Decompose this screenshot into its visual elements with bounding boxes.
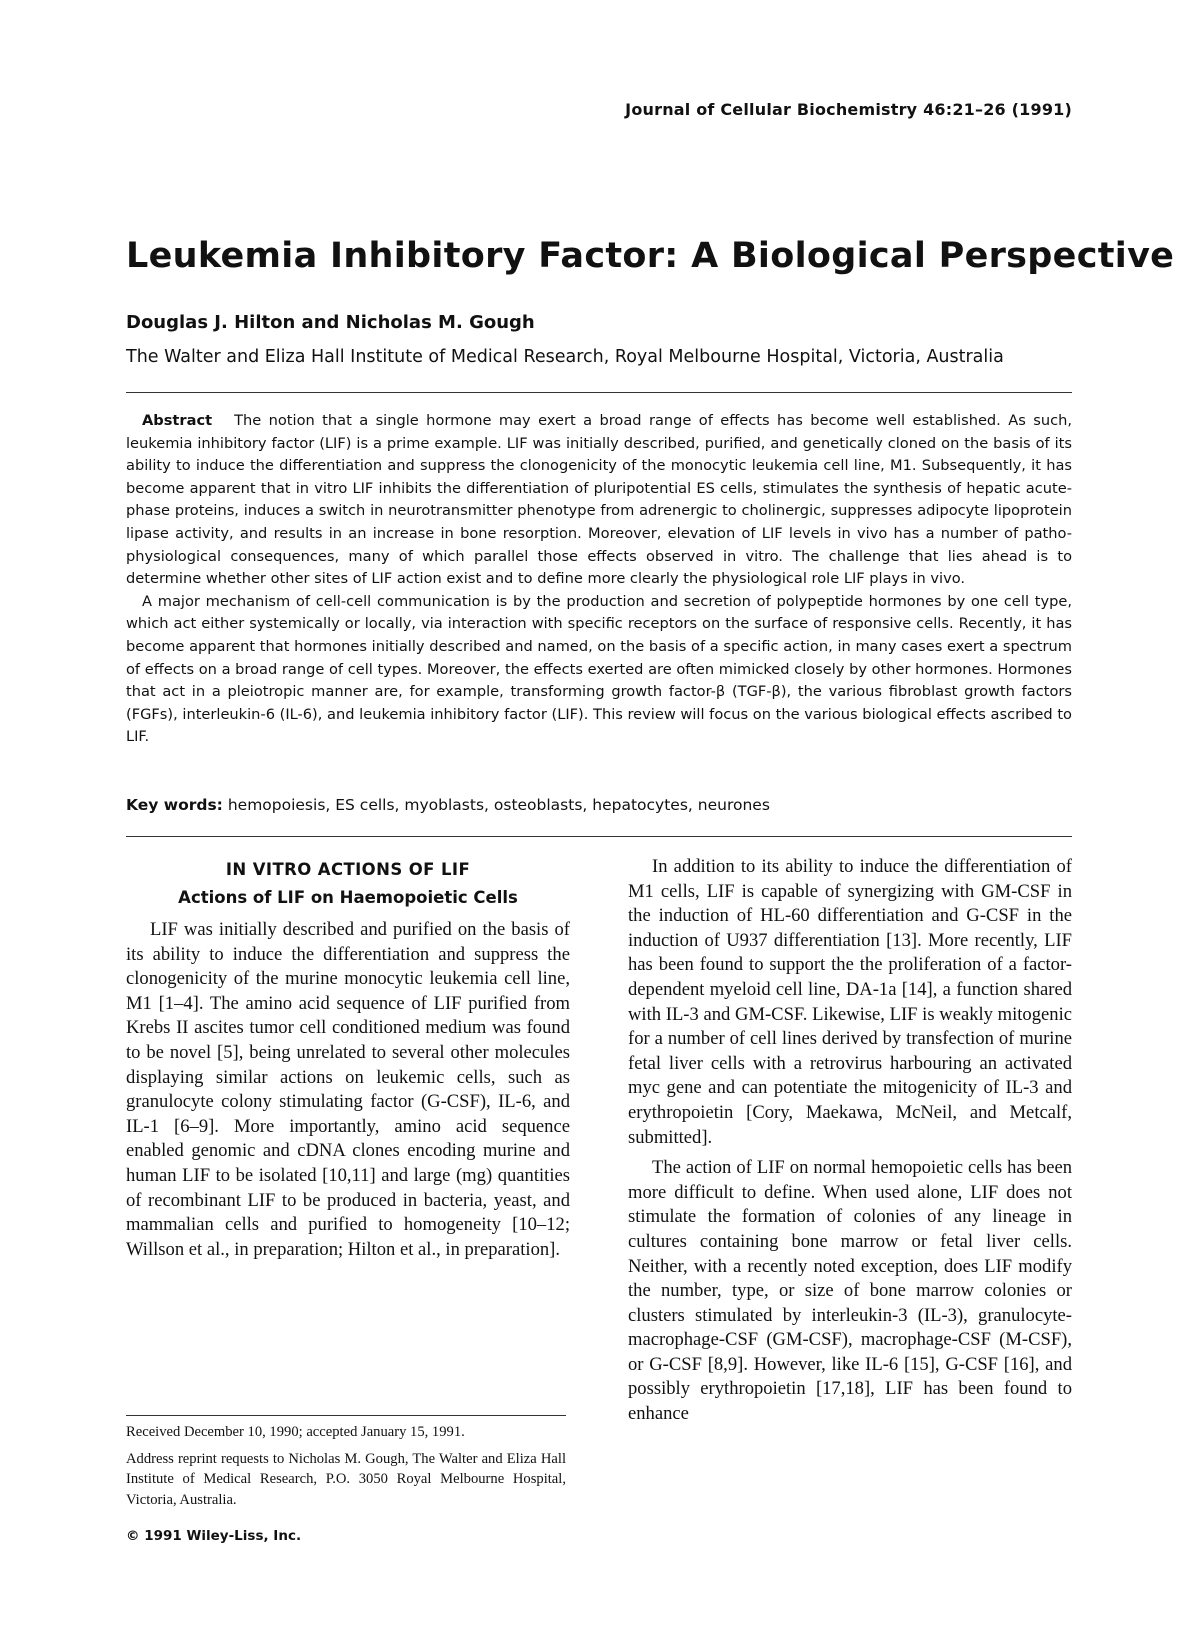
author-affiliation: The Walter and Eliza Hall Institute of Medical Research, Royal Melbourne Hospital, Victoria, Australia [126,347,1004,367]
abstract-top-divider [126,392,1072,393]
author-list: Douglas J. Hilton and Nicholas M. Gough [126,312,535,333]
keywords-line [126,796,770,814]
body-paragraph: The action of LIF on normal hemopoietic cells has been more difficult to define. When used alone, LIF does not stimulate the formation of colonies of any lineage in cultures containing bone marrow or fetal liver cells. Neither, with a recently noted exception, does LIF modify the number, type, or size of bone marrow colonies or clusters stimulated by interleukin-3 (IL-3), granulocyte-macrophage-CSF (GM-CSF), macrophage-CSF (M-CSF), or G-CSF [8,9]. However, like IL-6 [15], G-CSF [16], and possibly erythropoietin [17,18], LIF has been found to enhance [628,1157,1072,1425]
body-paragraph: LIF was initially described and purified on the basis of its ability to induce the differentiation and suppress the clonogenicity of the murine monocytic leukemia cell line, M1 [1–4]. The amino acid sequence of LIF purified from Krebs II ascites tumor cell conditioned medium was found to be novel [5], being unrelated to several other molecules displaying similar actions on leukemic cells, such as granulocyte colony stimulating factor (G-CSF), IL-6, and IL-1 [6–9]. More importantly, amino acid sequence enabled genomic and cDNA clones encoding murine and human LIF to be isolated [10,11] and large (mg) quantities of recombinant LIF to be produced in bacteria, yeast, and mammalian cells and purified to homogeneity [10–12; Willson et al., in preparation; Hilton et al., in preparation]. [126,919,570,1260]
keywords-label: Key words: [126,796,223,814]
keywords-bottom-divider [126,836,1072,837]
copyright-notice: © 1991 Wiley-Liss, Inc. [126,1528,302,1544]
introduction-paragraph: A major mechanism of cell-cell communication is by the production and secretion of polypeptide hormones by one cell type, which act either systemically or locally, via interaction with specific receptors on the surface of responsive cells. Recently, it has become apparent that hormones initially described and named, on the basis of a specific action, in many cases exert a spectrum of effects on a broad range of cell types. Moreover, the effects exerted are often mimicked closely by other hormones. Hormones that act in a pleiotropic manner are, for example, transforming growth factor-β (TGF-β), the various fibroblast growth factors (FGFs), interleukin-6 (IL-6), and leukemia inhibitory factor (LIF). This review will focus on the various biological effects ascribed to LIF. [126,592,1072,746]
abstract-block [126,410,1072,749]
abstract-text: The notion that a single hormone may exert a broad range of effects has become well established. As such, leukemia inhibitory factor (LIF) is a prime example. LIF was initially described, purified, and genetically cloned on the basis of its ability to induce the differentiation and suppress the clonogenicity of the monocytic leukemia cell line, M1. Subsequently, it has become apparent that in vitro LIF inhibits the differentiation of pluripotential ES cells, stimulates the synthesis of hepatic acute-phase proteins, induces a switch in neurotransmitter phenotype from adrenergic to cholinergic, suppresses adipocyte lipoprotein lipase activity, and results in an increase in bone resorption. Moreover, elevation of LIF levels in vivo has a number of patho-physiological consequences, many of which parallel those effects observed in vitro. The challenge that lies ahead is to determine whether other sites of LIF action exist and to define more clearly the physiological role LIF plays in vivo. [126,412,1072,588]
body-paragraph: In addition to its ability to induce the differentiation of M1 cells, LIF is capable of synergizing with GM-CSF in the induction of HL-60 differentiation and G-CSF in the induction of U937 differentiation [13]. More recently, LIF has been found to support the the proliferation of a factor-dependent myeloid cell line, DA-1a [14], a function shared with IL-3 and GM-CSF. Likewise, LIF is weakly mitogenic for a number of cell lines derived by transfection of murine fetal liver cells with a retrovirus harbouring an activated myc gene and can potentiate the mitogenicity of IL-3 and erythropoietin [Cory, Maekawa, McNeil, and Metcalf, submitted]. [628,856,1072,1148]
subsection-heading: Actions of LIF on Haemopoietic Cells [178,888,518,907]
reprint-address-note: Address reprint requests to Nicholas M. Gough, The Walter and Eliza Hall Institute of Medical Research, P.O. 3050 Royal Melbourne Hospital, Victoria, Australia. [126,1450,566,1508]
abstract-paragraph [126,410,1072,591]
article-title: Leukemia Inhibitory Factor: A Biological Perspective [126,236,1175,276]
abstract-label: Abstract [142,412,213,429]
keywords-text: hemopoiesis, ES cells, myoblasts, osteoblasts, hepatocytes, neurones [227,796,770,814]
right-column [628,855,1072,1427]
left-column [126,918,570,1262]
received-date-note: Received December 10, 1990; accepted January 15, 1991. [126,1424,465,1440]
section-heading: IN VITRO ACTIONS OF LIF [225,860,471,879]
footnotes [126,1422,566,1516]
footnote-divider [126,1415,566,1416]
journal-citation: Journal of Cellular Biochemistry 46:21–26 (1991) [625,100,1072,119]
